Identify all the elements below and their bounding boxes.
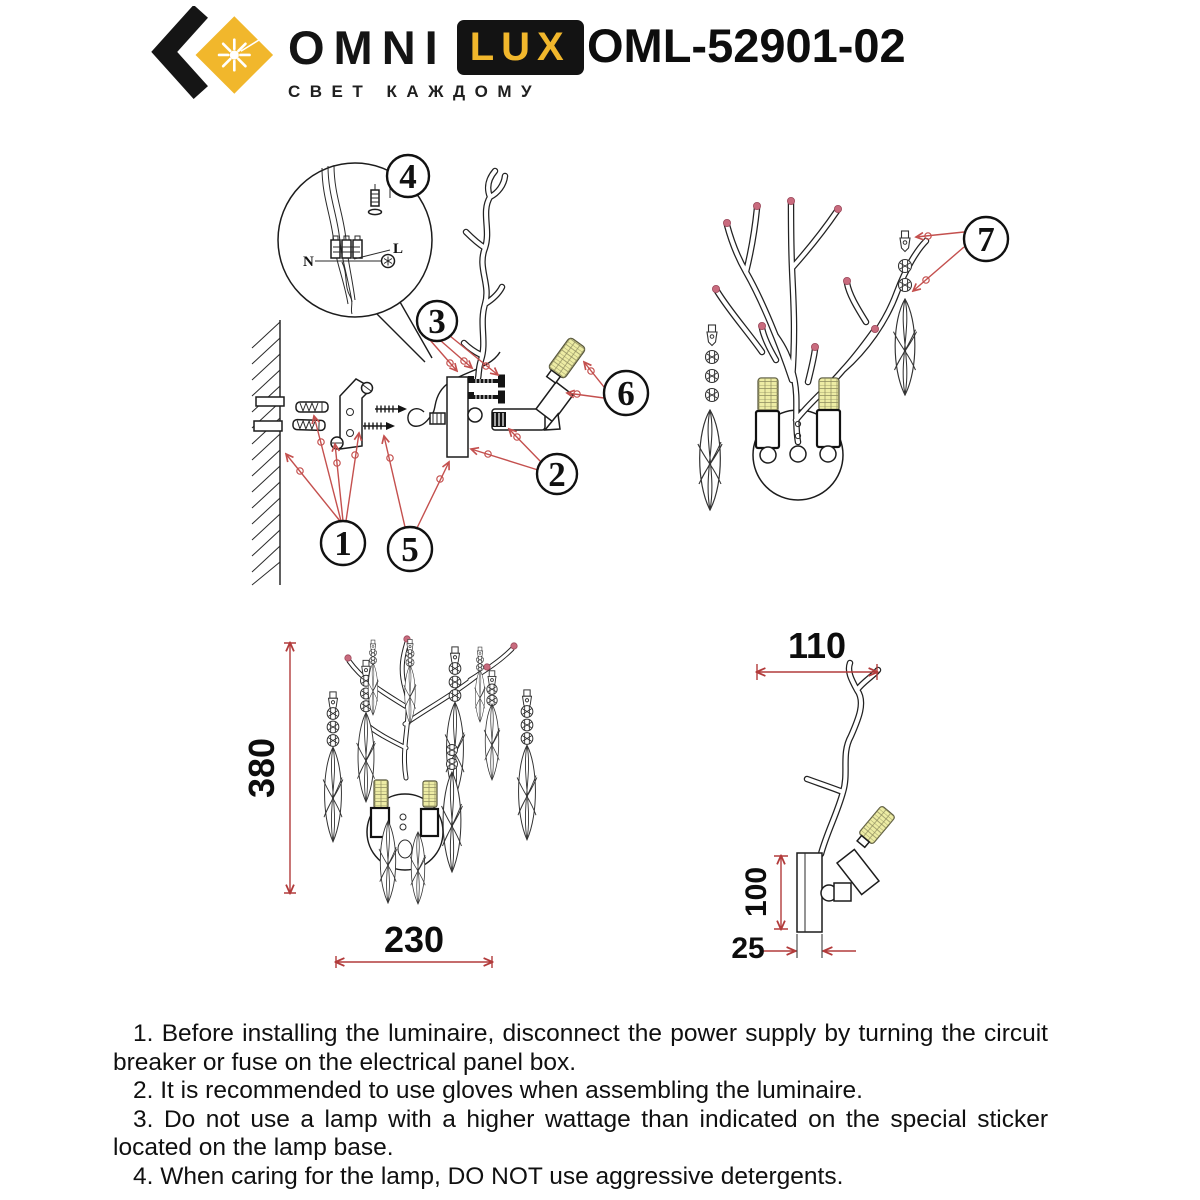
bulb [543,337,586,386]
svg-text:1: 1 [334,524,352,563]
socket-assembly [492,337,586,430]
assembly-diagram [252,155,648,585]
backplate-depth-dimension [731,932,856,965]
line-label: L [393,241,404,257]
backplate-height-label: 100 [740,866,773,918]
bulb [758,378,778,412]
installation-instructions [113,1020,1048,1191]
callout-2 [537,454,577,494]
width-dimension-label: 230 [383,919,445,960]
height-dimension-label: 380 [241,737,282,799]
svg-text:4: 4 [399,157,417,196]
terminal-block [331,236,362,258]
brand-tagline: СВЕТ КАЖДОМУ [288,82,542,101]
plate-knob [468,408,482,422]
side-dimension-drawing [731,625,895,965]
bulb [374,780,388,808]
mounting-bracket [331,379,373,449]
front-dimension-drawing [241,636,537,968]
mounting-screws [363,405,407,430]
bulb [819,378,839,411]
backplate-height-dimension [740,856,788,929]
depth-dimension-label: 110 [787,625,847,666]
height-dimension [241,643,296,893]
brand-name-omni: OMNI [288,21,447,74]
assembly-branch [464,171,505,378]
mounting-plate [447,376,482,457]
model-number: OML-52901-02 [587,19,906,72]
depth-dimension [757,625,877,680]
crystal-pendant [698,325,722,510]
bulb [854,805,895,850]
instruction-item-3: 3. Do not use a lamp with a higher wattage than indicated on the special sticker located on the lamp base. [113,1105,1048,1161]
socket-cup [756,411,779,448]
callout-5 [388,527,432,571]
wall-anchors [293,402,328,431]
lamp-front-view [698,197,1008,510]
backplate-depth-label: 25 [731,932,765,965]
brand-name-lux: LUX [469,25,571,69]
crystal-pendants [323,639,537,904]
side-backplate [797,853,822,958]
callout-1 [321,521,365,565]
width-dimension [336,919,492,968]
socket-cup [421,809,438,836]
neutral-label: N [303,254,314,270]
cord-hook [408,409,430,427]
leader-lines [913,232,964,291]
wall-drill-hole [256,397,284,406]
bulb [423,781,437,807]
svg-text:5: 5 [401,530,419,569]
wall-section [252,320,284,585]
callout-6 [604,371,648,415]
instruction-item-4: 4. When caring for the lamp, DO NOT use aggressive detergents. [133,1162,844,1190]
wall-drill-hole [254,421,282,431]
callout-7 [964,217,1008,261]
svg-text:2: 2 [548,455,566,494]
callout-3 [417,301,457,341]
lamp-sketch [323,636,537,904]
svg-text:3: 3 [428,302,446,341]
instruction-item-1: 1. Before installing the luminaire, disconnect the power supply by turning the circuit breaker or fuse on the electrical panel box. [113,1020,1048,1076]
instruction-item-2: 2. It is recommended to use gloves when assembling the luminaire. [133,1077,863,1104]
svg-text:6: 6 [617,374,635,413]
callout-4 [387,155,429,197]
socket-cup [817,410,840,447]
svg-text:7: 7 [977,220,995,259]
